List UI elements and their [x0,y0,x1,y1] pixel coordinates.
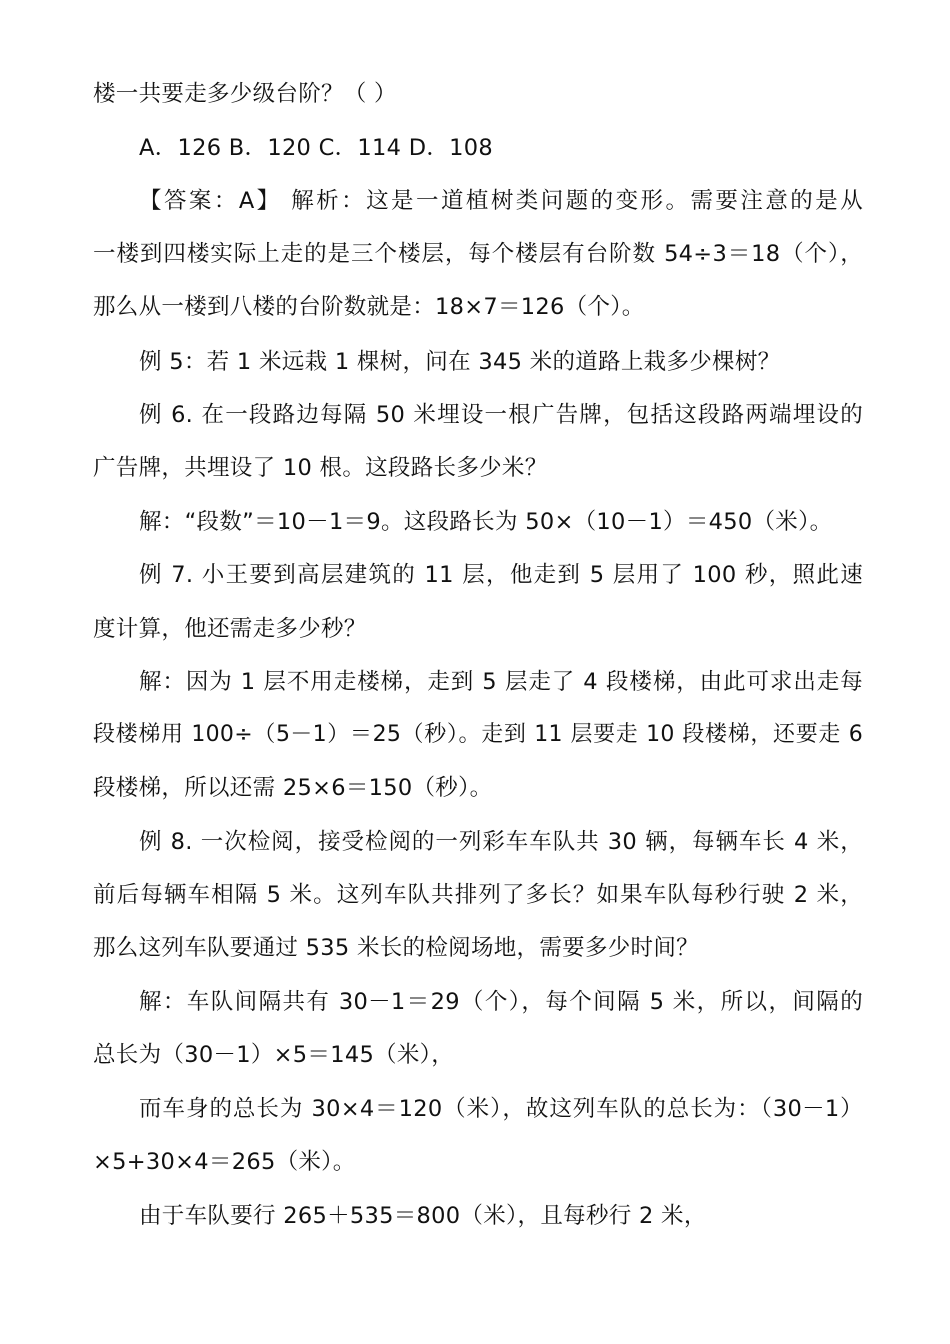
text-line: 由于车队要行 265＋535＝800（米），且每秒行 2 米， [139,1203,707,1229]
text-line: 总长为（30－1）×5＝145（米）， [93,1042,455,1068]
solution-line: 解：车队间隔共有 30－1＝29（个），每个间隔 5 米，所以，间隔的 [139,989,863,1015]
example-heading: 例 8. 一次检阅，接受检阅的一列彩车车队共 30 辆，每辆车长 4 米， [139,829,863,855]
text-line: 一楼到四楼实际上走的是三个楼层，每个楼层有台阶数 54÷3＝18（个）， [93,241,863,267]
solution-line: 解：“段数”＝10－1＝9。这段路长为 50×（10－1）＝450（米）。 [139,509,833,535]
text-line: 段楼梯用 100÷（5－1）＝25（秒）。走到 11 层要走 10 段楼梯，还要走 6 [93,722,863,747]
text-line: 前后每辆车相隔 5 米。这列车队共排列了多长？如果车队每秒行驶 2 米， [93,882,863,908]
text-line: 度计算，他还需走多少秒？ [93,616,367,642]
text-line: 段楼梯，所以还需 25×6＝150（秒）。 [93,775,493,801]
solution-line: 解：因为 1 层不用走楼梯，走到 5 层走了 4 段楼梯，由此可求出走每 [139,669,863,695]
text-line: ×5+30×4＝265（米）。 [93,1149,356,1175]
text-line: 那么这列车队要通过 535 米长的检阅场地，需要多少时间？ [93,935,699,961]
example-heading: 例 7. 小王要到高层建筑的 11 层，他走到 5 层用了 100 秒，照此速 [139,562,863,588]
example-heading: 例 5：若 1 米远栽 1 棵树，问在 345 米的道路上栽多少棵树？ [139,349,781,375]
text-line: 楼一共要走多少级台阶？（ ） [93,81,397,107]
example-heading: 例 6. 在一段路边每隔 50 米埋设一根广告牌，包括这段路两端埋设的 [139,402,863,428]
text-line: 广告牌，共埋设了 10 根。这段路长多少米？ [93,455,548,481]
text-line: 【答案：A】 解析：这是一道植树类问题的变形。需要注意的是从 [139,188,863,214]
text-line: 那么从一楼到八楼的台阶数就是：18×7＝126（个）。 [93,294,645,320]
text-line: 而车身的总长为 30×4＝120（米），故这列车队的总长为：（30－1） [139,1096,863,1122]
answer-options: A．126 B．120 C．114 D．108 [139,135,494,161]
